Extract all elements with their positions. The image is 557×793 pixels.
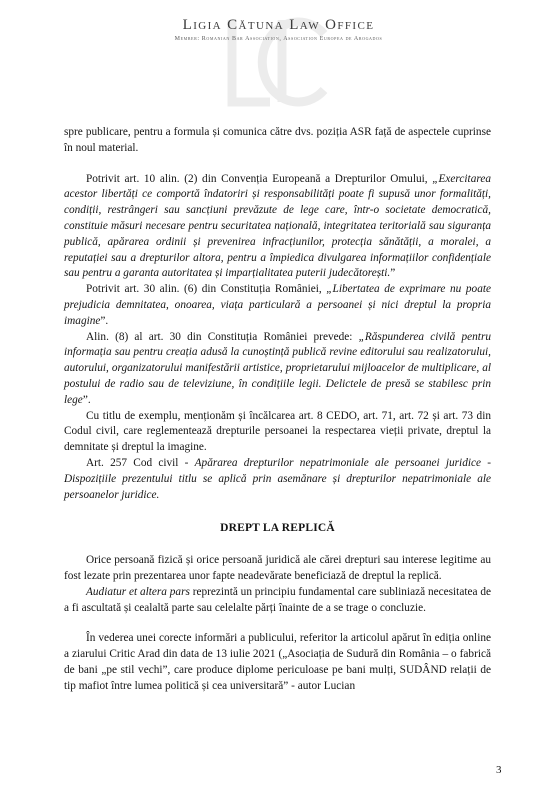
paragraph-right-of-reply: Orice persoană fizică și orice persoană juridică ale cărei drepturi sau interese legitime au fost lezate prin prezentarea unor fapte neadevărate beneficiază de dreptul la replică. [64, 554, 491, 582]
paragraph-text: reprezintă un principiu fundamental care subliniază necesitatea de a fi ascultată și cealaltă parte sau celelalte părți înainte de a se trage o concluzie. [64, 585, 491, 614]
document-body [64, 125, 491, 695]
quote-close: ” [390, 267, 396, 280]
paragraph-intro: spre publicare, pentru a formula și comunica către dvs. poziția ASR față de aspectele cuprinse în noul material. [64, 126, 491, 154]
paragraph-lead: Alin. (8) al art. 30 din Constituția României prevede: [86, 330, 359, 343]
section-heading: DREPT LA REPLICĂ [220, 522, 335, 535]
paragraph-civil-code: Cu titlu de exemplu, menționăm și încălcarea art. 8 CEDO, art. 71, art. 72 și art. 73 din Codul civil, care reglementează drepturile persoanei la respectarea vieții private, dreptul la demnitate și dreptul la imagine. [64, 409, 491, 454]
letterhead [0, 16, 557, 42]
legal-quote: „Libertatea de exprimare nu poate prejudicia demnitatea, onoarea, viața particulară a persoanei și nici dreptul la propria imagine [64, 283, 491, 327]
paragraph-audiatur [64, 585, 491, 617]
latin-maxim: Audiatur et altera pars [86, 585, 190, 598]
paragraph-cedo [64, 172, 491, 283]
office-memberships: Member: Romanian Bar Association, Association Europea de Abogados [174, 36, 383, 42]
paragraph-lead: Potrivit art. 30 alin. (6) din Constituția României, [86, 283, 327, 296]
legal-quote: „Exercitarea acestor libertăți ce comportă îndatoriri și responsabilități poate fi supusă unor formalități, condiții, restrângeri sau sancțiuni prevăzute de lege care, într-o societate democratică, constituie măsuri necesare pentru securitatea națională, integritatea teritorială sau siguranța publică, apărarea ordinii și prevenirea infracțiunilor, protecția sănătății, a moralei, a reputației sau a drepturilor altora, pentru a împiedica divulgarea informațiilor confidențiale sau pentru a garanta autoritatea și imparțialitatea puterii judecătorești. [64, 172, 491, 280]
quote-close: ”. [82, 393, 91, 406]
quote-close: ”. [100, 314, 109, 327]
paragraph-constitution-art30-8 [64, 330, 491, 409]
legal-quote: Apărarea drepturilor nepatrimoniale ale persoanei juridice - Dispozițiile prezentului titlu se aplică prin asemănare și drepturilor nepatrimoniale ale persoanelor juridice. [64, 456, 491, 501]
paragraph-lead: Potrivit art. 10 alin. (2) din Convenția Europeană a Drepturilor Omului, [86, 172, 433, 185]
paragraph-art257 [64, 456, 491, 503]
paragraph-constitution-art30-6 [64, 282, 491, 329]
legal-quote: „Răspunderea civilă pentru informația sau pentru creația adusă la cunoștință publică revine editorului sau realizatorului, autorului, organizatorului manifestării artistice, proprietarului mijloacelor de multiplicare, al postului de radio sau de televiziune, în condițiile legii. Delictele de presă se stabilesc prin lege [64, 330, 491, 406]
page-number: 3 [496, 764, 502, 776]
paragraph-lead: Art. 257 Cod civil - [86, 456, 195, 469]
office-name: Ligia Cătuna Law Office [182, 17, 375, 33]
paragraph-article-reference: În vederea unei corecte informări a publicului, referitor la articolul apărut în ediția online a ziarului Critic Arad din data de 13 iulie 2021 („Asociația de Sudură din România – o fabrică de bani „pe stil vechi”, care produce diplome periculoase pe bani mulți, SUDÂND relații de tip mafiot între lumea politică și cea universitară” - autor Lucian [64, 632, 491, 692]
